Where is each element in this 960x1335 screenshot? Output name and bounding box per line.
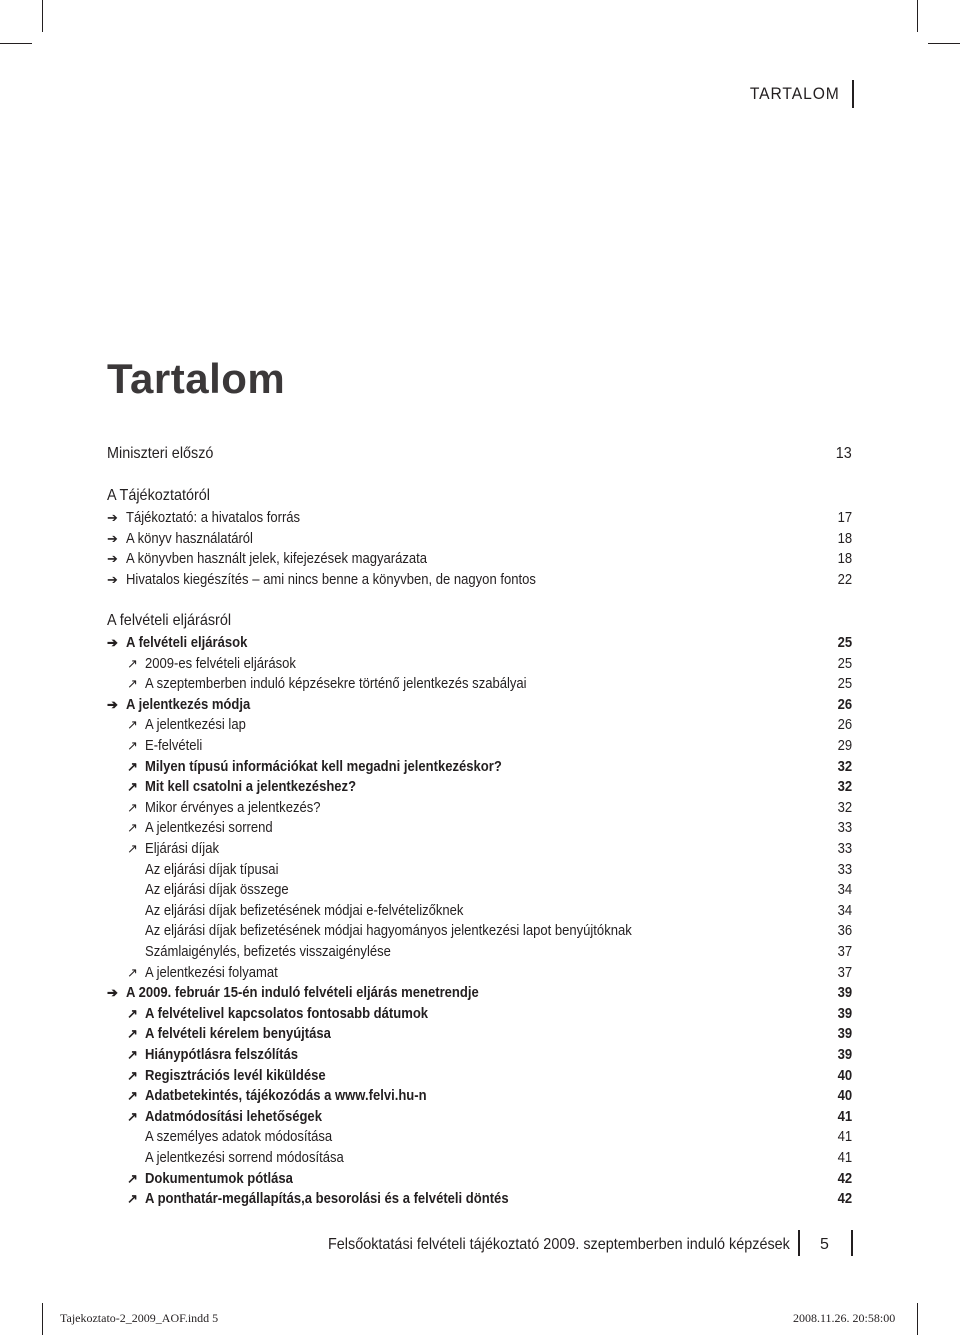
toc-entry-page: 18 bbox=[837, 551, 852, 567]
toc-entry-page: 26 bbox=[837, 697, 852, 713]
toc-entry bbox=[107, 508, 852, 528]
toc-entry-label: Hivatalos kiegészítés – ami nincs benne a könyvben, de nagyon fontos bbox=[126, 572, 536, 588]
toc-entry-page: 42 bbox=[837, 1171, 852, 1187]
toc-entry-page: 41 bbox=[837, 1109, 852, 1125]
toc-entry bbox=[107, 1024, 852, 1044]
toc-entry-label: A felvételivel kapcsolatos fontosabb dátumok bbox=[145, 1006, 429, 1022]
right-arrow-icon: ➔ bbox=[107, 510, 118, 525]
toc-entry-label: Adatbetekintés, tájékozódás a www.felvi.hu-n bbox=[145, 1088, 427, 1104]
toc-entry-page: 39 bbox=[837, 1047, 852, 1063]
toc-entry bbox=[107, 1148, 852, 1168]
toc-entry bbox=[107, 1086, 852, 1106]
toc-entry-label: Tájékoztató: a hivatalos forrás bbox=[126, 510, 301, 526]
toc-entry-page: 41 bbox=[837, 1150, 852, 1166]
toc-entry-page: 17 bbox=[837, 510, 852, 526]
toc-entry-page: 37 bbox=[837, 944, 852, 960]
toc-entry-label: A jelentkezés módja bbox=[126, 697, 251, 713]
right-arrow-icon: ➔ bbox=[107, 985, 118, 1000]
toc-section-heading bbox=[107, 486, 852, 506]
toc-entry-label: A személyes adatok módosítása bbox=[145, 1129, 333, 1145]
toc-entry-label: Az eljárási díjak befizetésének módjai hagyományos jelentkezési lapot benyújtóknak bbox=[145, 923, 632, 939]
toc-entry-page: 33 bbox=[837, 820, 852, 836]
toc-entry-page: 39 bbox=[837, 985, 852, 1001]
toc-entry bbox=[107, 921, 852, 941]
crop-mark bbox=[917, 1303, 918, 1335]
crop-mark bbox=[42, 1303, 43, 1335]
diagonal-arrow-icon: ↗ bbox=[127, 1191, 138, 1206]
toc-entry-label: Miniszteri előszó bbox=[107, 445, 214, 462]
diagonal-arrow-icon: ↗ bbox=[127, 738, 138, 753]
toc-entry-page: 32 bbox=[837, 759, 852, 775]
toc-entry-page: 39 bbox=[837, 1026, 852, 1042]
toc-entry-label: Eljárási díjak bbox=[145, 841, 219, 857]
toc-entry-page: 40 bbox=[837, 1088, 852, 1104]
footer-page-number: 5 bbox=[820, 1236, 829, 1253]
toc-entry-page: 22 bbox=[837, 572, 852, 588]
right-arrow-icon: ➔ bbox=[107, 635, 118, 650]
crop-mark bbox=[42, 0, 43, 32]
toc-entry-label: Mit kell csatolni a jelentkezéshez? bbox=[145, 779, 357, 795]
toc-entry bbox=[107, 444, 852, 464]
toc-entry bbox=[107, 654, 852, 674]
toc-entry bbox=[107, 818, 852, 838]
toc-entry bbox=[107, 798, 852, 818]
toc-entry-page: 26 bbox=[837, 717, 852, 733]
toc-entry-page: 25 bbox=[837, 656, 852, 672]
diagonal-arrow-icon: ↗ bbox=[127, 965, 138, 980]
toc-entry-label: A könyv használatáról bbox=[126, 531, 253, 547]
toc-entry-label: A jelentkezési sorrend módosítása bbox=[145, 1150, 344, 1166]
crop-mark bbox=[0, 43, 32, 44]
toc-entry-label: Az eljárási díjak összege bbox=[145, 882, 289, 898]
toc-entry bbox=[107, 860, 852, 880]
toc-entry-page: 34 bbox=[837, 882, 852, 898]
diagonal-arrow-icon: ↗ bbox=[127, 656, 138, 671]
toc-entry-page: 37 bbox=[837, 965, 852, 981]
crop-mark bbox=[928, 43, 960, 44]
footer-title: Felsőoktatási felvételi tájékoztató 2009. szeptemberben induló képzések bbox=[328, 1236, 790, 1253]
diagonal-arrow-icon: ↗ bbox=[127, 717, 138, 732]
toc-entry-page: 32 bbox=[837, 800, 852, 816]
toc-entry bbox=[107, 880, 852, 900]
toc-entry-label: Dokumentumok pótlása bbox=[145, 1171, 293, 1187]
toc-entry-label: Az eljárási díjak befizetésének módjai e-felvételizőknek bbox=[145, 903, 464, 919]
toc-entry bbox=[107, 1169, 852, 1189]
diagonal-arrow-icon: ↗ bbox=[127, 800, 138, 815]
diagonal-arrow-icon: ↗ bbox=[127, 1047, 138, 1062]
toc-entry-page: 32 bbox=[837, 779, 852, 795]
toc-entry-label: A jelentkezési sorrend bbox=[145, 820, 273, 836]
toc-entry bbox=[107, 736, 852, 756]
toc-entry-label: Milyen típusú információkat kell megadni jelentkezéskor? bbox=[145, 759, 502, 775]
toc-entry bbox=[107, 901, 852, 921]
diagonal-arrow-icon: ↗ bbox=[127, 820, 138, 835]
toc-entry bbox=[107, 1004, 852, 1024]
toc-entry-page: 18 bbox=[837, 531, 852, 547]
footer-rule bbox=[798, 1230, 800, 1256]
toc-section-heading bbox=[107, 611, 852, 631]
toc-entry-label: E-felvételi bbox=[145, 738, 203, 754]
toc-entry-label: A ponthatár-megállapítás,a besorolási és a felvételi döntés bbox=[145, 1191, 509, 1207]
diagonal-arrow-icon: ↗ bbox=[127, 676, 138, 691]
toc-entry-label: Mikor érvényes a jelentkezés? bbox=[145, 800, 321, 816]
toc-entry bbox=[107, 570, 852, 590]
diagonal-arrow-icon: ↗ bbox=[127, 759, 138, 774]
toc-entry bbox=[107, 839, 852, 859]
toc-entry bbox=[107, 757, 852, 777]
right-arrow-icon: ➔ bbox=[107, 531, 118, 546]
right-arrow-icon: ➔ bbox=[107, 572, 118, 587]
toc-entry-page: 13 bbox=[835, 445, 852, 462]
diagonal-arrow-icon: ↗ bbox=[127, 1026, 138, 1041]
running-header: TARTALOM bbox=[750, 84, 840, 103]
toc-entry-page: 39 bbox=[837, 1006, 852, 1022]
toc-entry-label: A jelentkezési lap bbox=[145, 717, 246, 733]
toc-entry-label: Regisztrációs levél kiküldése bbox=[145, 1068, 326, 1084]
diagonal-arrow-icon: ↗ bbox=[127, 841, 138, 856]
toc-entry-label: A 2009. február 15-én induló felvételi eljárás menetrendje bbox=[126, 985, 479, 1001]
toc-entry bbox=[107, 1107, 852, 1127]
toc-entry bbox=[107, 1045, 852, 1065]
toc-entry-page: 36 bbox=[837, 923, 852, 939]
right-arrow-icon: ➔ bbox=[107, 551, 118, 566]
toc-entry bbox=[107, 983, 852, 1003]
toc-entry bbox=[107, 1189, 852, 1209]
toc-entry bbox=[107, 777, 852, 797]
toc-entry-label: A jelentkezési folyamat bbox=[145, 965, 278, 981]
toc-entry bbox=[107, 695, 852, 715]
toc-entry-label: Az eljárási díjak típusai bbox=[145, 862, 279, 878]
toc-entry-label: Adatmódosítási lehetőségek bbox=[145, 1109, 322, 1125]
toc-entry-label: A felvételi eljárások bbox=[126, 635, 248, 651]
toc-entry-page: 29 bbox=[837, 738, 852, 754]
toc-entry-label: 2009-es felvételi eljárások bbox=[145, 656, 296, 672]
header-rule bbox=[852, 80, 854, 108]
toc-entry bbox=[107, 529, 852, 549]
toc-entry bbox=[107, 633, 852, 653]
right-arrow-icon: ➔ bbox=[107, 697, 118, 712]
diagonal-arrow-icon: ↗ bbox=[127, 1006, 138, 1021]
diagonal-arrow-icon: ↗ bbox=[127, 1088, 138, 1103]
toc-entry-page: 25 bbox=[837, 635, 852, 651]
toc-entry-page: 33 bbox=[837, 862, 852, 878]
toc-entry-page: 25 bbox=[837, 676, 852, 692]
toc-entry-page: 41 bbox=[837, 1129, 852, 1145]
toc-entry bbox=[107, 549, 852, 569]
toc-section-heading-label: A Tájékoztatóról bbox=[107, 487, 210, 504]
toc-entry-page: 40 bbox=[837, 1068, 852, 1084]
diagonal-arrow-icon: ↗ bbox=[127, 779, 138, 794]
toc-section-heading-label: A felvételi eljárásról bbox=[107, 612, 232, 629]
slug-timestamp: 2008.11.26. 20:58:00 bbox=[793, 1311, 896, 1325]
diagonal-arrow-icon: ↗ bbox=[127, 1109, 138, 1124]
toc-entry-label: Hiánypótlásra felszólítás bbox=[145, 1047, 299, 1063]
toc-entry-page: 42 bbox=[837, 1191, 852, 1207]
toc-entry-label: A szeptemberben induló képzésekre történő jelentkezés szabályai bbox=[145, 676, 527, 692]
toc-entry bbox=[107, 715, 852, 735]
toc-entry bbox=[107, 1066, 852, 1086]
diagonal-arrow-icon: ↗ bbox=[127, 1068, 138, 1083]
slug-file: Tajekoztato-2_2009_AOF.indd 5 bbox=[60, 1311, 219, 1325]
toc-entry-label: A felvételi kérelem benyújtása bbox=[145, 1026, 331, 1042]
footer-rule bbox=[851, 1230, 853, 1256]
toc-entry-label: Számlaigénylés, befizetés visszaigénylése bbox=[145, 944, 391, 960]
toc-entry bbox=[107, 1127, 852, 1147]
toc-entry-page: 34 bbox=[837, 903, 852, 919]
toc-entry bbox=[107, 942, 852, 962]
toc-entry-page: 33 bbox=[837, 841, 852, 857]
toc-entry bbox=[107, 963, 852, 983]
toc-entry bbox=[107, 674, 852, 694]
toc-entry-label: A könyvben használt jelek, kifejezések magyarázata bbox=[126, 551, 428, 567]
page-title: Tartalom bbox=[107, 355, 286, 402]
crop-mark bbox=[917, 0, 918, 32]
diagonal-arrow-icon: ↗ bbox=[127, 1171, 138, 1186]
